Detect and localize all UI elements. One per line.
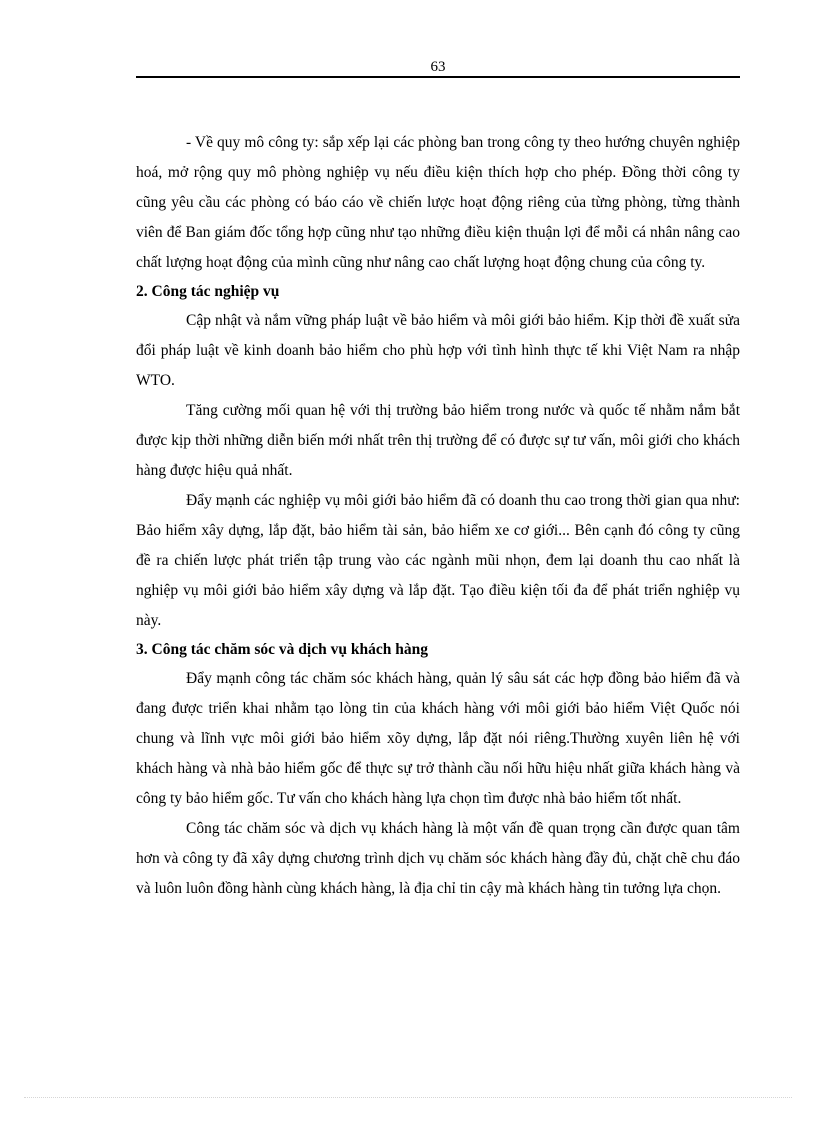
section-heading-operations: 2. Công tác nghiệp vụ	[136, 283, 280, 300]
paragraph-company-scale: - Về quy mô công ty: sắp xếp lại các phòng ban trong công ty theo hướng chuyên nghiệp hoá, mở rộng quy mô phòng nghiệp vụ nếu điều kiện thích hợp cho phép. Đồng thời công ty cũng yêu cầu các phòng có báo cáo về chiến lược hoạt động riêng của từng phòng, từng thành viên để Ban giám đốc tổng hợp cũng như tạo những điều kiện thuận lợi để mỗi cá nhân nâng cao chất lượng hoạt động của mình cũng như nâng cao chất lượng hoạt động chung của công ty.	[136, 134, 740, 271]
page-number: 63	[430, 59, 446, 75]
section-heading-customer-care: 3. Công tác chăm sóc và dịch vụ khách hàng	[136, 641, 428, 658]
page-bottom-rule	[24, 1097, 792, 1098]
paragraph-service-program: Công tác chăm sóc và dịch vụ khách hàng là một vấn đề quan trọng cần được quan tâm hơn và công ty đã xây dựng chương trình dịch vụ chăm sóc khách hàng đầy đủ, chặt chẽ chu đáo và luôn luôn đồng hành cùng khách hàng, là địa chỉ tin cậy mà khách hàng tin tưởng lựa chọn.	[136, 820, 740, 897]
paragraph-key-products: Đẩy mạnh các nghiệp vụ môi giới bảo hiểm đã có doanh thu cao trong thời gian qua như: Bảo hiểm xây dựng, lắp đặt, bảo hiểm tài sản, bảo hiểm xe cơ giới... Bên cạnh đó công ty cũng đề ra chiến lược phát triển tập trung vào các ngành mũi nhọn, đem lại doanh thu cao nhất là nghiệp vụ môi giới bảo hiểm xây dựng và lắp đặt. Tạo điều kiện tối đa để phát triển nghiệp vụ này.	[136, 492, 740, 629]
header-rule	[136, 76, 740, 78]
document-body	[136, 128, 740, 904]
paragraph-customer-care: Đẩy mạnh công tác chăm sóc khách hàng, quản lý sâu sát các hợp đồng bảo hiểm đã và đang được triển khai nhằm tạo lòng tin của khách hàng với môi giới bảo hiểm Việt Quốc nói chung và lĩnh vực môi giới bảo hiểm xõy dựng, lắp đặt nói riêng.Thường xuyên liên hệ với khách hàng và nhà bảo hiểm gốc để thực sự trở thành cầu nối hữu hiệu nhất giữa khách hàng và công ty bảo hiểm gốc. Tư vấn cho khách hàng lựa chọn tìm được nhà bảo hiểm tốt nhất.	[136, 670, 740, 807]
paragraph-market-relations: Tăng cường mối quan hệ với thị trường bảo hiểm trong nước và quốc tế nhằm nắm bắt được kịp thời những diễn biến mới nhất trên thị trường để có được sự tư vấn, môi giới cho khách hàng được hiệu quả nhất.	[136, 402, 740, 479]
paragraph-legal-update: Cập nhật và nắm vững pháp luật về bảo hiểm và môi giới bảo hiểm. Kịp thời đề xuất sửa đổi pháp luật về kinh doanh bảo hiểm cho phù hợp với tình hình thực tế khi Việt Nam ra nhập WTO.	[136, 312, 740, 389]
